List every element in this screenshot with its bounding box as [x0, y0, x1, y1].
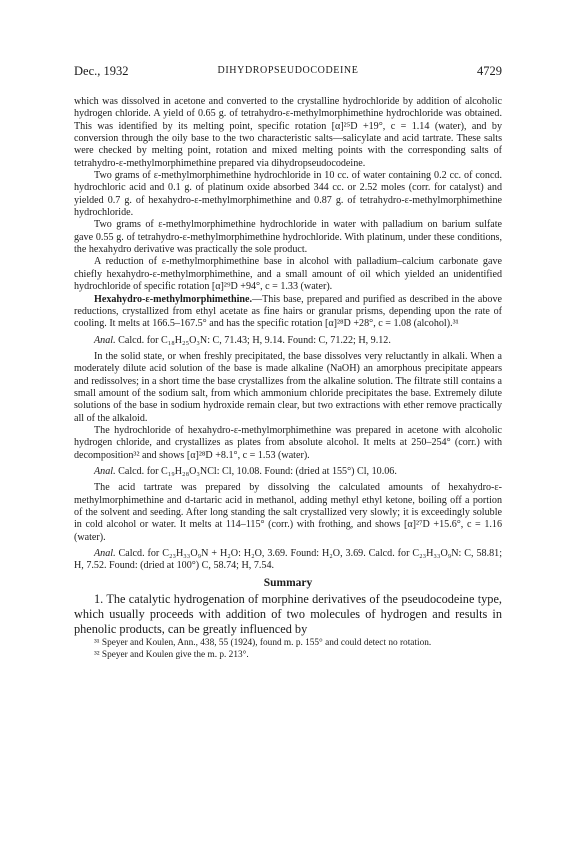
header-page-number: 4729	[477, 64, 502, 78]
analysis-3-text: Calcd. for C₂₃H₃₃O₉N + H₂O: H₂O, 3.69. Found: H₂O, 3.69. Calcd. for C₂₃H₃₃O₉N: C, 58.81; H, 7.52. Found: (dried at 100°) C, 58.74; H, 7.54.	[74, 548, 502, 572]
paragraph-3: Two grams of ε-methylmorphimethine hydrochloride in water with palladium on barium sulfate gave 0.55 g. of tetrahydro-ε-methylmorphimethine hydrochloride. With platinum, under these conditions, the hexahydro derivative was practically the sole product.	[74, 219, 502, 256]
analysis-2-text: Calcd. for C₁₉H₂₈O₃NCl: Cl, 10.08. Found: (dried at 155°) Cl, 10.06.	[115, 465, 397, 477]
paragraph-2: Two grams of ε-methylmorphimethine hydrochloride in 10 cc. of water containing 0.2 cc. of concd. hydrochloric acid and 0.1 g. of platinum oxide absorbed 344 cc. or 2.52 moles (corr. for catalyst) and yielded 0.7 g. of hexahydro-ε-methylmorphimethine and 0.87 g. of tetrahydro-ε-methylmorphimethine hydrochloride.	[74, 170, 502, 219]
analysis-1	[74, 335, 502, 347]
paragraph-4: A reduction of ε-methylmorphimethine base in alcohol with palladium–calcium carbonate gave chiefly hexahydro-ε-methylmorphimethine, and a small amount of oil which yielded an unidentified hydrochloride of specific rotation [α]²⁹D +94°, c = 1.33 (water).	[74, 256, 502, 293]
header-title: DIHYDROPSEUDOCODEINE	[217, 65, 359, 76]
header-date: Dec., 1932	[74, 64, 129, 78]
analysis-label: Anal.	[94, 465, 116, 477]
footnote-31: ³¹ Speyer and Koulen, Ann., 438, 55 (1924), found m. p. 155° and could detect no rotation.	[94, 638, 432, 649]
paragraph-1: which was dissolved in acetone and converted to the crystalline hydrochloride by addition of alcoholic hydrogen chloride. A yield of 0.65 g. of tetrahydro-ε-methylmorphimethine hydrochloride was obtained. This was identified by its melting point, specific rotation [α]²⁵D +19°, c = 1.14 (water), and by conversion through the oily base to the two characteristic salts—salicylate and acid tartrate. These salts were checked by melting point, rotation and mixed melting points with the corresponding salts of tetrahydro-ε-methylmorphimethine prepared via dihydropseudocodeine.	[74, 96, 502, 169]
analysis-2	[74, 466, 502, 478]
section-run-in-heading: Hexahydro-ε-methylmorphimethine.	[94, 293, 253, 305]
analysis-3	[74, 548, 502, 573]
paragraph-8: The acid tartrate was prepared by dissolving the calculated amounts of hexahydro-ε-methylmorphimethine and d-tartaric acid in methanol, adding methyl ethyl ketone, boiling off a portion of the solvent and seeding. After long standing the salt crystallized very slowly; it is exceedingly soluble in cold alcohol or water. It melts at 114–115° (corr.) with frothing, and shows [α]²⁷D +15.6°, c = 1.16 (water).	[74, 482, 502, 543]
paragraph-5-text: —This base, prepared and purified as described in the above reductions, crystallized from ethyl acetate as fine hairs or granular prisms, depending upon the rate of cooling. It melts at 166.5–167.5° and has the specific rotation [α]²⁸D +28°, c = 1.08 (alcohol).³¹	[74, 293, 502, 330]
analysis-label: Anal.	[94, 334, 116, 346]
paragraph-5	[74, 294, 502, 331]
paragraph-6: In the solid state, or when freshly precipitated, the base dissolves very reluctantly in alkali. When a moderately dilute acid solution of the base is made alkaline (NaOH) an amorphous precipitate appears and redissolves; in a short time the base crystallizes from the alkaline solution. The filtrate still contains a small amount of the sodium salt, from which ammonium chloride precipitates the base. Extremely dilute solutions of the base in sodium hydroxide remain clear, but two extractions with ether remove practically all of the alkaloid.	[74, 350, 502, 424]
summary-heading: Summary	[263, 576, 313, 589]
summary-paragraph: 1. The catalytic hydrogenation of morphine derivatives of the pseudocodeine type, which usually proceeds with addition of two molecules of hydrogen and results in phenolic products, can be greatly influenced by	[74, 592, 502, 637]
analysis-label: Anal.	[94, 548, 116, 560]
footnote-32: ³² Speyer and Koulen give the m. p. 213°.	[94, 649, 249, 660]
paragraph-7: The hydrochloride of hexahydro-ε-methylmorphimethine was prepared in acetone with alcoholic hydrogen chloride, and crystallizes as plates from absolute alcohol. It melts at 250–254° (corr.) with decomposition³² and shows [α]²⁸D +8.1°, c = 1.53 (water).	[74, 424, 502, 461]
running-header	[74, 64, 502, 80]
article-body	[74, 96, 502, 661]
analysis-1-text: Calcd. for C₁₈H₂₅O₃N: C, 71.43; H, 9.14. Found: C, 71.22; H, 9.12.	[115, 334, 391, 346]
footnotes	[74, 638, 502, 661]
